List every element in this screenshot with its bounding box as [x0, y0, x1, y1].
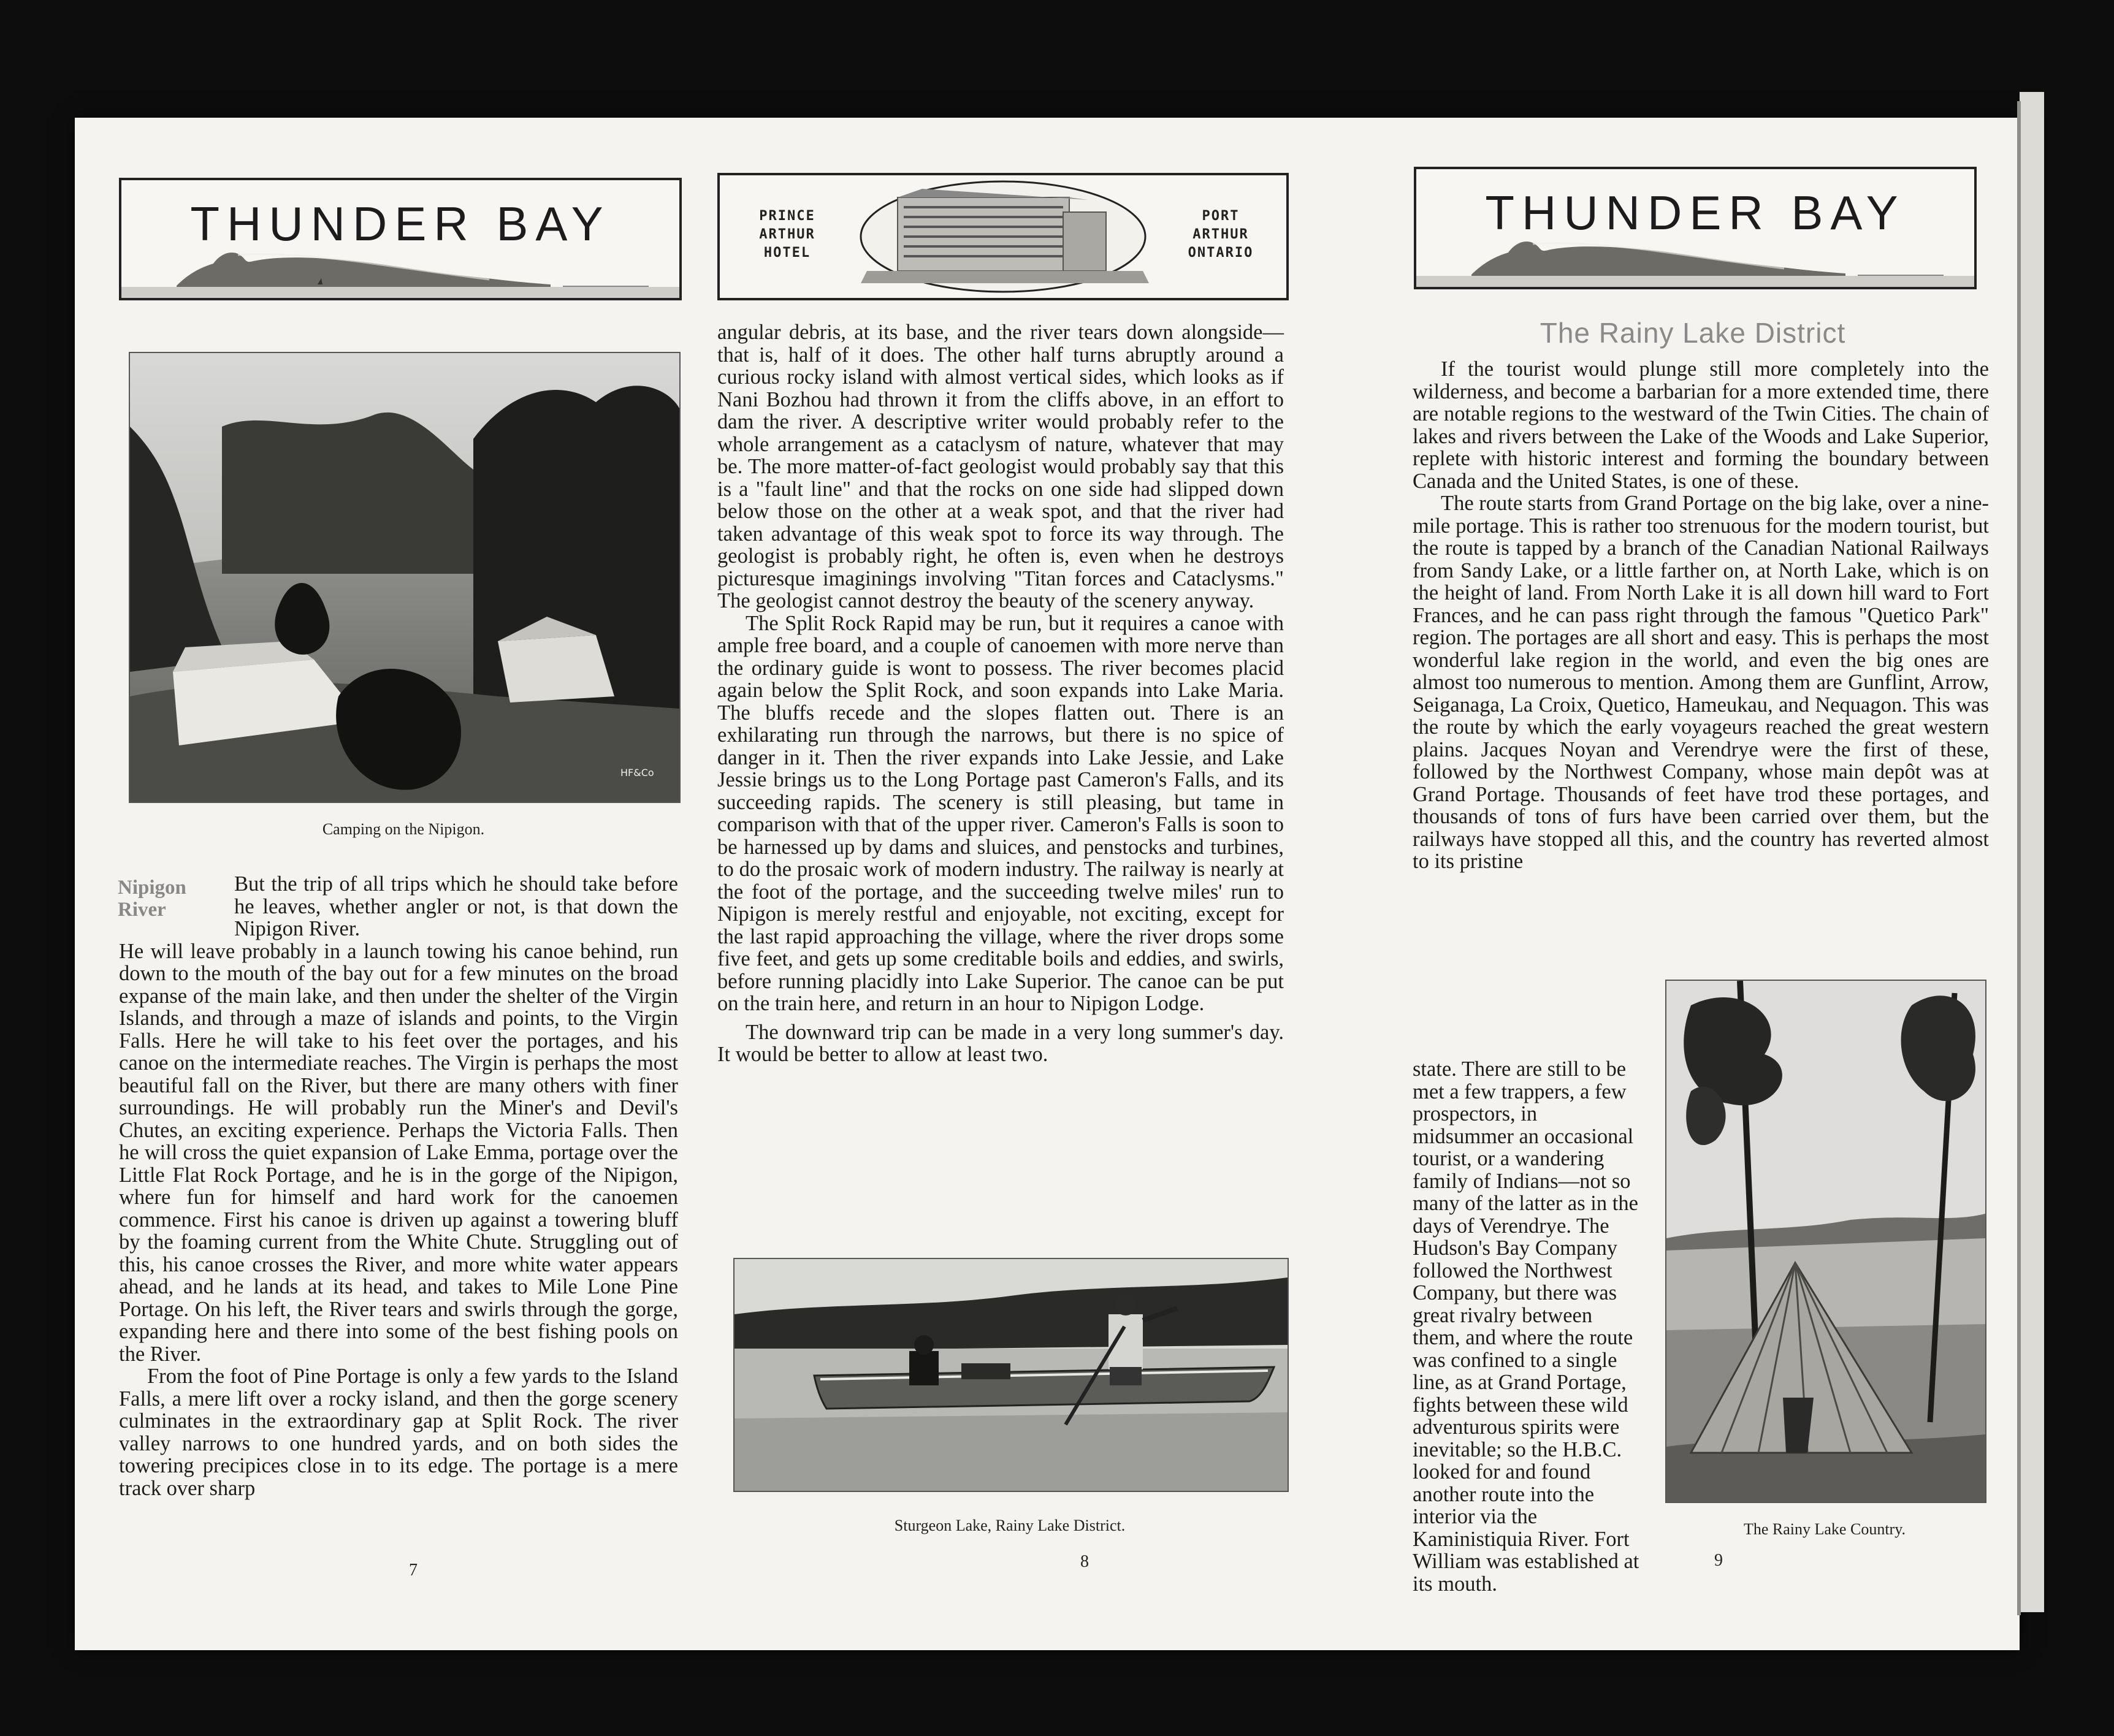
page8-text — [717, 321, 1284, 1066]
page9-para2: The route starts from Grand Portage on the big lake, over a nine-mile portage. This is rather too strenuous for the modern tourist, but the route is tapped by a branch of the Canadian National Railways from Sandy Lake, or a little farther on, at North Lake, which is on the height of land. From North Lake it is all down hill ward to Fort Frances, and he can pass right through the famous "Quetico Park" region. The portages are all short and easy. This is perhaps the most wonderful lake region in the world, and even the big ones are almost too numerous to mention. Among them are Gunflint, Arrow, Seiganaga, La Croix, Quetico, Hameukau, and Nequagon. This was the route by which the early voyageurs reached the great western plains. Jacques Noyan and Verendrye were the first of these, followed by the Northwest Company, whose main depôt was at Grand Portage. Thousands of feet have trod these portages, and thousands of tons of furs have been carried over them, but the railways have stopped all this, and the country has reverted almost to its pristine — [1413, 492, 1989, 873]
page8-para1: angular debris, at its base, and the river tears down alongside—that is, half of it does. The other half turns abruptly around a curious rocky island with almost vertical sides, which looks as if Nani Bozhou had thrown it from the cliffs above, in an effort to dam the river. A descriptive writer would probably refer to the whole arrangement as a cataclysm of nature, whatever that may be. The more matter-of-fact geologist would probably say that this is a "fault line" and that the rocks on one side had slipped down below those on the other at a weak spot, and that the river had taken advantage of this weak spot to force its way through. The geologist is probably right, he often is, even when he destroys picturesque imaginings involving "Titan forces and Cataclysms." The geologist cannot destroy the beauty of the scenery anyway. — [717, 321, 1284, 612]
sturgeon-lake-photo — [733, 1258, 1289, 1492]
page9-text — [1413, 358, 1989, 873]
thunder-bay-banner-right — [1414, 167, 1977, 289]
page-number-7: 7 — [409, 1561, 418, 1580]
page9-para1: If the tourist would plunge still more completely into the wilderness, and become a barbarian for a more extended time, there are notable regions to the westward of the Twin Cities. The chain of lakes and rivers between the Lake of the Woods and Lake Superior, replete with historic interest and forming the boundary between Canada and the United States, is one of these. — [1413, 357, 1989, 493]
page-edge-shadow — [2017, 101, 2021, 1615]
banner-title: THUNDER BAY — [190, 197, 611, 251]
sleeping-giant-illustration — [121, 237, 679, 298]
rainy-lake-country-photo — [1665, 980, 1986, 1503]
sleeping-giant-illustration — [1416, 226, 1974, 287]
photo-mark: HF&Co — [620, 767, 654, 779]
page-number-9: 9 — [1714, 1551, 1723, 1570]
page-number-8: 8 — [1080, 1552, 1089, 1571]
hotel-oval-illustration — [720, 175, 1286, 298]
banner-right-text: PORT ARTHUR ONTARIO — [1188, 208, 1254, 261]
prince-arthur-hotel-banner — [717, 173, 1289, 300]
photo-caption: The Rainy Lake Country. — [1743, 1520, 1906, 1538]
banner-title: THUNDER BAY — [1485, 186, 1906, 240]
photo-caption: Camping on the Nipigon. — [322, 820, 485, 838]
brochure-spread — [75, 118, 2020, 1650]
page-edge — [2020, 92, 2044, 1612]
thunder-bay-banner-left — [119, 178, 682, 300]
page7-text — [119, 873, 678, 1499]
page-7 — [75, 118, 711, 1650]
page-9 — [1362, 118, 2020, 1650]
rainy-lake-heading: The Rainy Lake District — [1540, 317, 1846, 349]
page7-para1: But the trip of all trips which he should take before he leaves, whether angler or not, is that down the Nipigon River. — [234, 872, 678, 940]
banner-left-text: PRINCE ARTHUR HOTEL — [759, 208, 815, 261]
page8-para2: The Split Rock Rapid may be run, but it requires a canoe with ample free board, and a couple of canoemen with more nerve than the ordinary guide is wont to possess. The river becomes placid again below the Split Rock, and soon expands into Lake Maria. The bluffs recede and the slopes flatten out. There is an exhilarating run through the narrows, but there is no spice of danger in it. Then the river expands into Lake Jessie, and Lake Jessie brings us to the Long Portage past Cameron's Falls, and its succeeding rapids. The scenery is still pleasing, but tame in comparison with that of the upper river. Cameron's Falls is soon to be harnessed up by dams and sluices, and penstocks and turbines, to do the prosaic work of modern industry. The railway is nearly at the foot of the portage, and the succeeding twelve miles' run to Nipigon is merely restful and enjoyable, not exciting, except for the last rapid approaching the village, where the river drops some five feet, and gets up some creditable boils and eddies, and swirls, before running placidly into Lake Superior. The canoe can be put on the train here, and return in an hour to Nipigon Lodge. — [717, 611, 1284, 1015]
photo-caption: Sturgeon Lake, Rainy Lake District. — [894, 1517, 1126, 1534]
page8-para3: The downward trip can be made in a very long summer's day. It would be better to allow at least two. — [717, 1020, 1284, 1066]
camping-nipigon-photo — [129, 352, 681, 803]
page9-text-narrow — [1413, 1058, 1641, 1595]
page7-para2: From the foot of Pine Portage is only a few yards to the Island Falls, a mere lift over a rocky island, and then the gorge scenery culminates in the extraordinary gap at Split Rock. The river valley narrows to one hundred yards, and on both sides the towering precipices close in to its edge. The portage is a mere track over sharp — [119, 1365, 678, 1500]
page9-para2-cont: state. There are still to be met a few trappers, a few prospectors, in midsummer an occasional tourist, or a wandering family of Indians—not so many of the latter as in the days of Verendrye. The Hudson's Bay Company followed the Northwest Company, but there was great rivalry between them, and where the route was confined to a single line, as at Grand Portage, fights between these wild adventurous spirits were inevitable; so the H.B.C. looked for and found another route into the interior via the Kaministiquia River. Fort William was established at its mouth. — [1413, 1057, 1639, 1596]
page-8 — [712, 118, 1362, 1650]
page7-para1-rest: He will leave probably in a launch towing his canoe behind, run down to the mouth of the bay out for a few minutes on the broad expanse of the main lake, and then under the shelter of the Virgin Islands, and through a maze of islands and points, to the Virgin Falls. Here he will take to his feet over the portages, and his canoe on the intermediate reaches. The Virgin is perhaps the most beautiful fall on the River, but there are many others with finer surroundings. He will probably run the Miner's and Devil's Chutes, an exciting experience. Perhaps the Victoria Falls. Then he will cross the quiet expansion of Lake Emma, portage over the Little Flat Rock Portage, and he is in the gorge of the Nipigon, where fun for himself and hard work for the canoemen commence. First his canoe is driven up against a towering bluff by the foaming current from the White Chute. Struggling out of this, his canoe crosses the River, and more white water appears ahead, and he lands at its head, and takes to Mile Lone Pine Portage. On his left, the River tears and swirls through the gorge, expanding here and there into some of the best fishing pools on the River. — [119, 939, 678, 1366]
nipigon-river-sidehead: Nipigon River — [118, 877, 186, 921]
